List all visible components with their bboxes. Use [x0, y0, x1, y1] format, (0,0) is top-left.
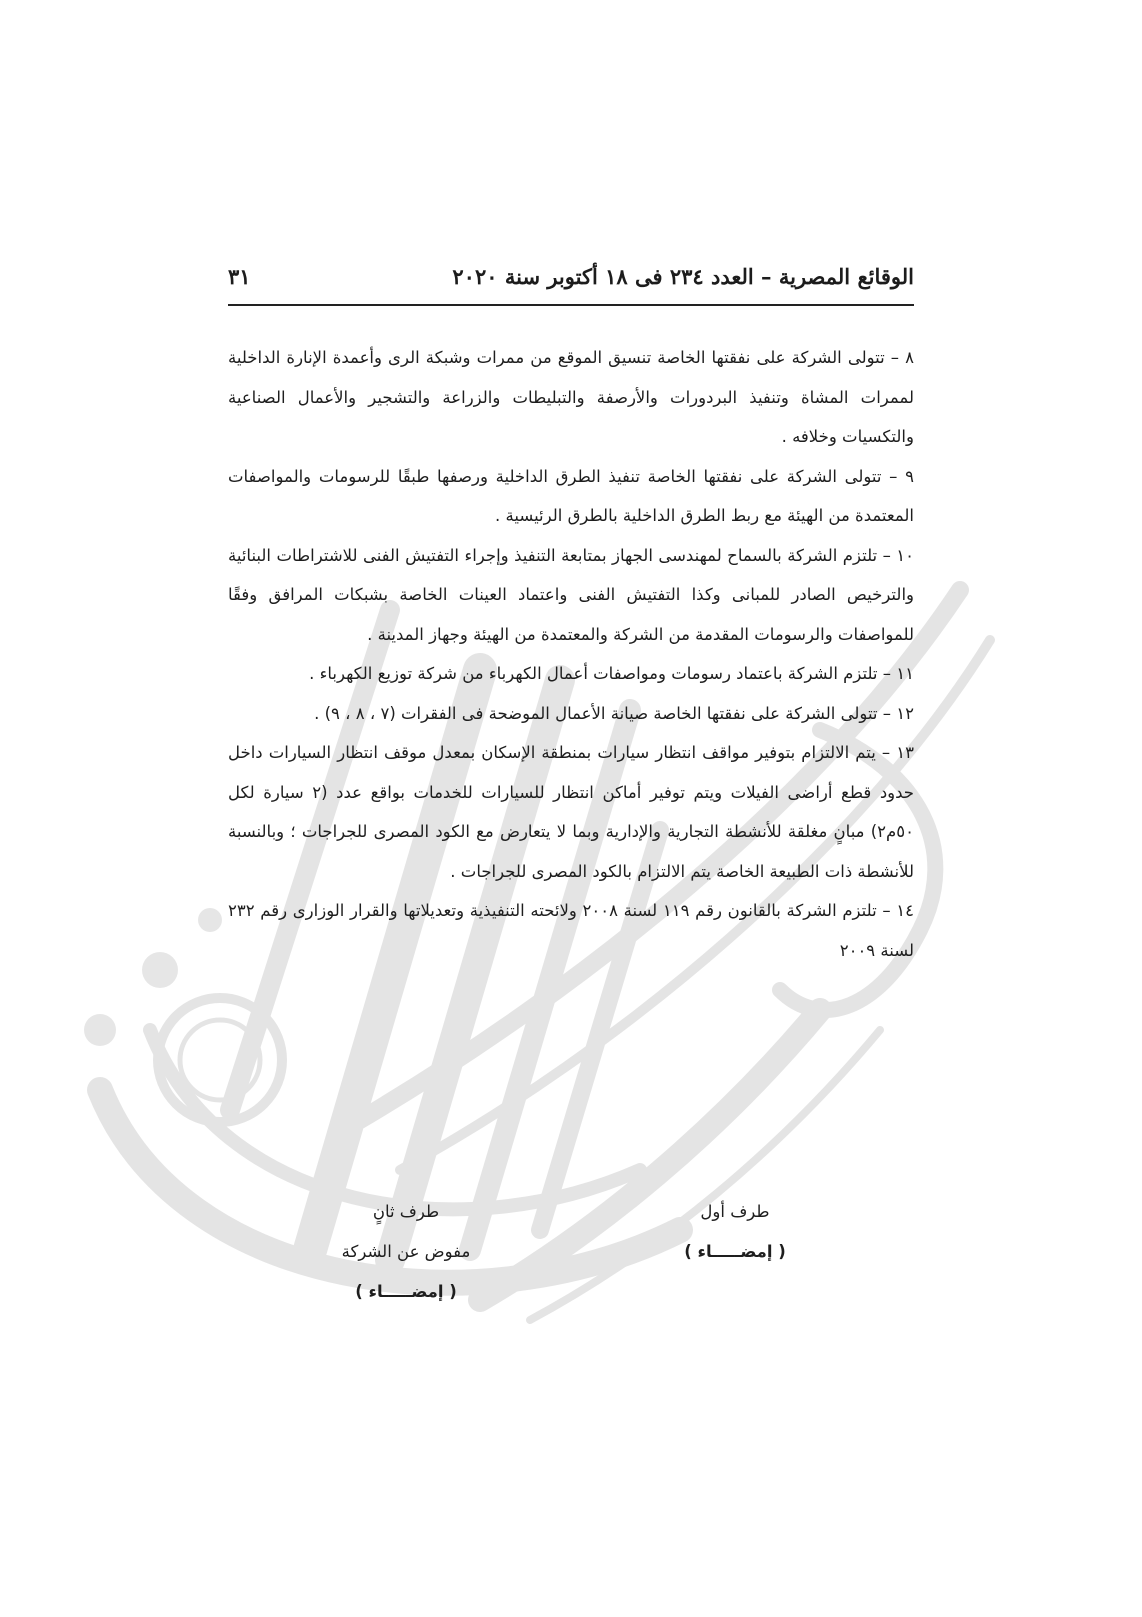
header-divider [228, 304, 914, 306]
first-party-label: طرف أول [700, 1202, 770, 1221]
clause-13: ١٣ – يتم الالتزام بتوفير مواقف انتظار سيارات بمنطقة الإسكان بمعدل موقف انتظار السيارات داخل حدود قطع أراضى الفيلات ويتم توفير أماكن انتظار للسيارات للخدمات بواقع عدد (٢ سيارة لكل ٥٠م٢) مبانٍ مغلقة للأنشطة التجارية والإدارية وبما لا يتعارض مع الكود المصرى للجراجات ؛ وبالنسبة للأنشطة ذات الطبيعة الخاصة يتم الالتزام بالكود المصرى للجراجات . [228, 743, 914, 881]
contract-clauses [228, 338, 914, 970]
gazette-header [228, 262, 914, 298]
second-party-label: طرف ثانٍ [372, 1202, 440, 1221]
second-party-signature [316, 1192, 496, 1312]
clause-14: ١٤ – تلتزم الشركة بالقانون رقم ١١٩ لسنة ٢٠٠٨ ولائحته التنفيذية وتعديلاتها والقرار الوزارى رقم ٢٣٢ لسنة ٢٠٠٩ [228, 901, 914, 960]
gazette-title: الوقائع المصرية – العدد ٢٣٤ فى ١٨ أكتوبر سنة ٢٠٢٠ [452, 264, 914, 289]
first-party-signature [670, 1192, 800, 1272]
clause-12: ١٢ – تتولى الشركة على نفقتها الخاصة صيانة الأعمال الموضحة فى الفقرات (٧ ، ٨ ، ٩) . [314, 703, 914, 723]
first-party-signature-mark: ( إمضـــــاء ) [684, 1242, 786, 1261]
clause-11: ١١ – تلتزم الشركة باعتماد رسومات ومواصفات أعمال الكهرباء من شركة توزيع الكهرباء . [309, 664, 914, 683]
page-number: ٣١ [228, 264, 251, 289]
clause-10: ١٠ – تلتزم الشركة بالسماح لمهندسى الجهاز بمتابعة التنفيذ وإجراء التفتيش الفنى للاشتراطات البنائية والترخيص الصادر للمبانى وكذا التفتيش الفنى واعتماد العينات الخاصة بشبكات المرافق وفقًا للمواصفات والرسومات المقدمة من الشركة والمعتمدة من الهيئة وجهاز المدينة . [228, 545, 914, 644]
clause-8: ٨ – تتولى الشركة على نفقتها الخاصة تنسيق الموقع من ممرات وشبكة الرى وأعمدة الإنارة الداخلية لممرات المشاة وتنفيذ البردورات والأرصفة والتبليطات والزراعة والتشجير والأعمال الصناعية والتكسيات وخلافه . [228, 348, 914, 446]
second-party-signature-mark: ( إمضـــــاء ) [355, 1282, 457, 1301]
second-party-role: مفوض عن الشركة [341, 1242, 471, 1261]
clause-9: ٩ – تتولى الشركة على نفقتها الخاصة تنفيذ الطرق الداخلية ورصفها طبقًا للرسومات والمواصفات المعتمدة من الهيئة مع ربط الطرق الداخلية بالطرق الرئيسية . [228, 466, 914, 525]
